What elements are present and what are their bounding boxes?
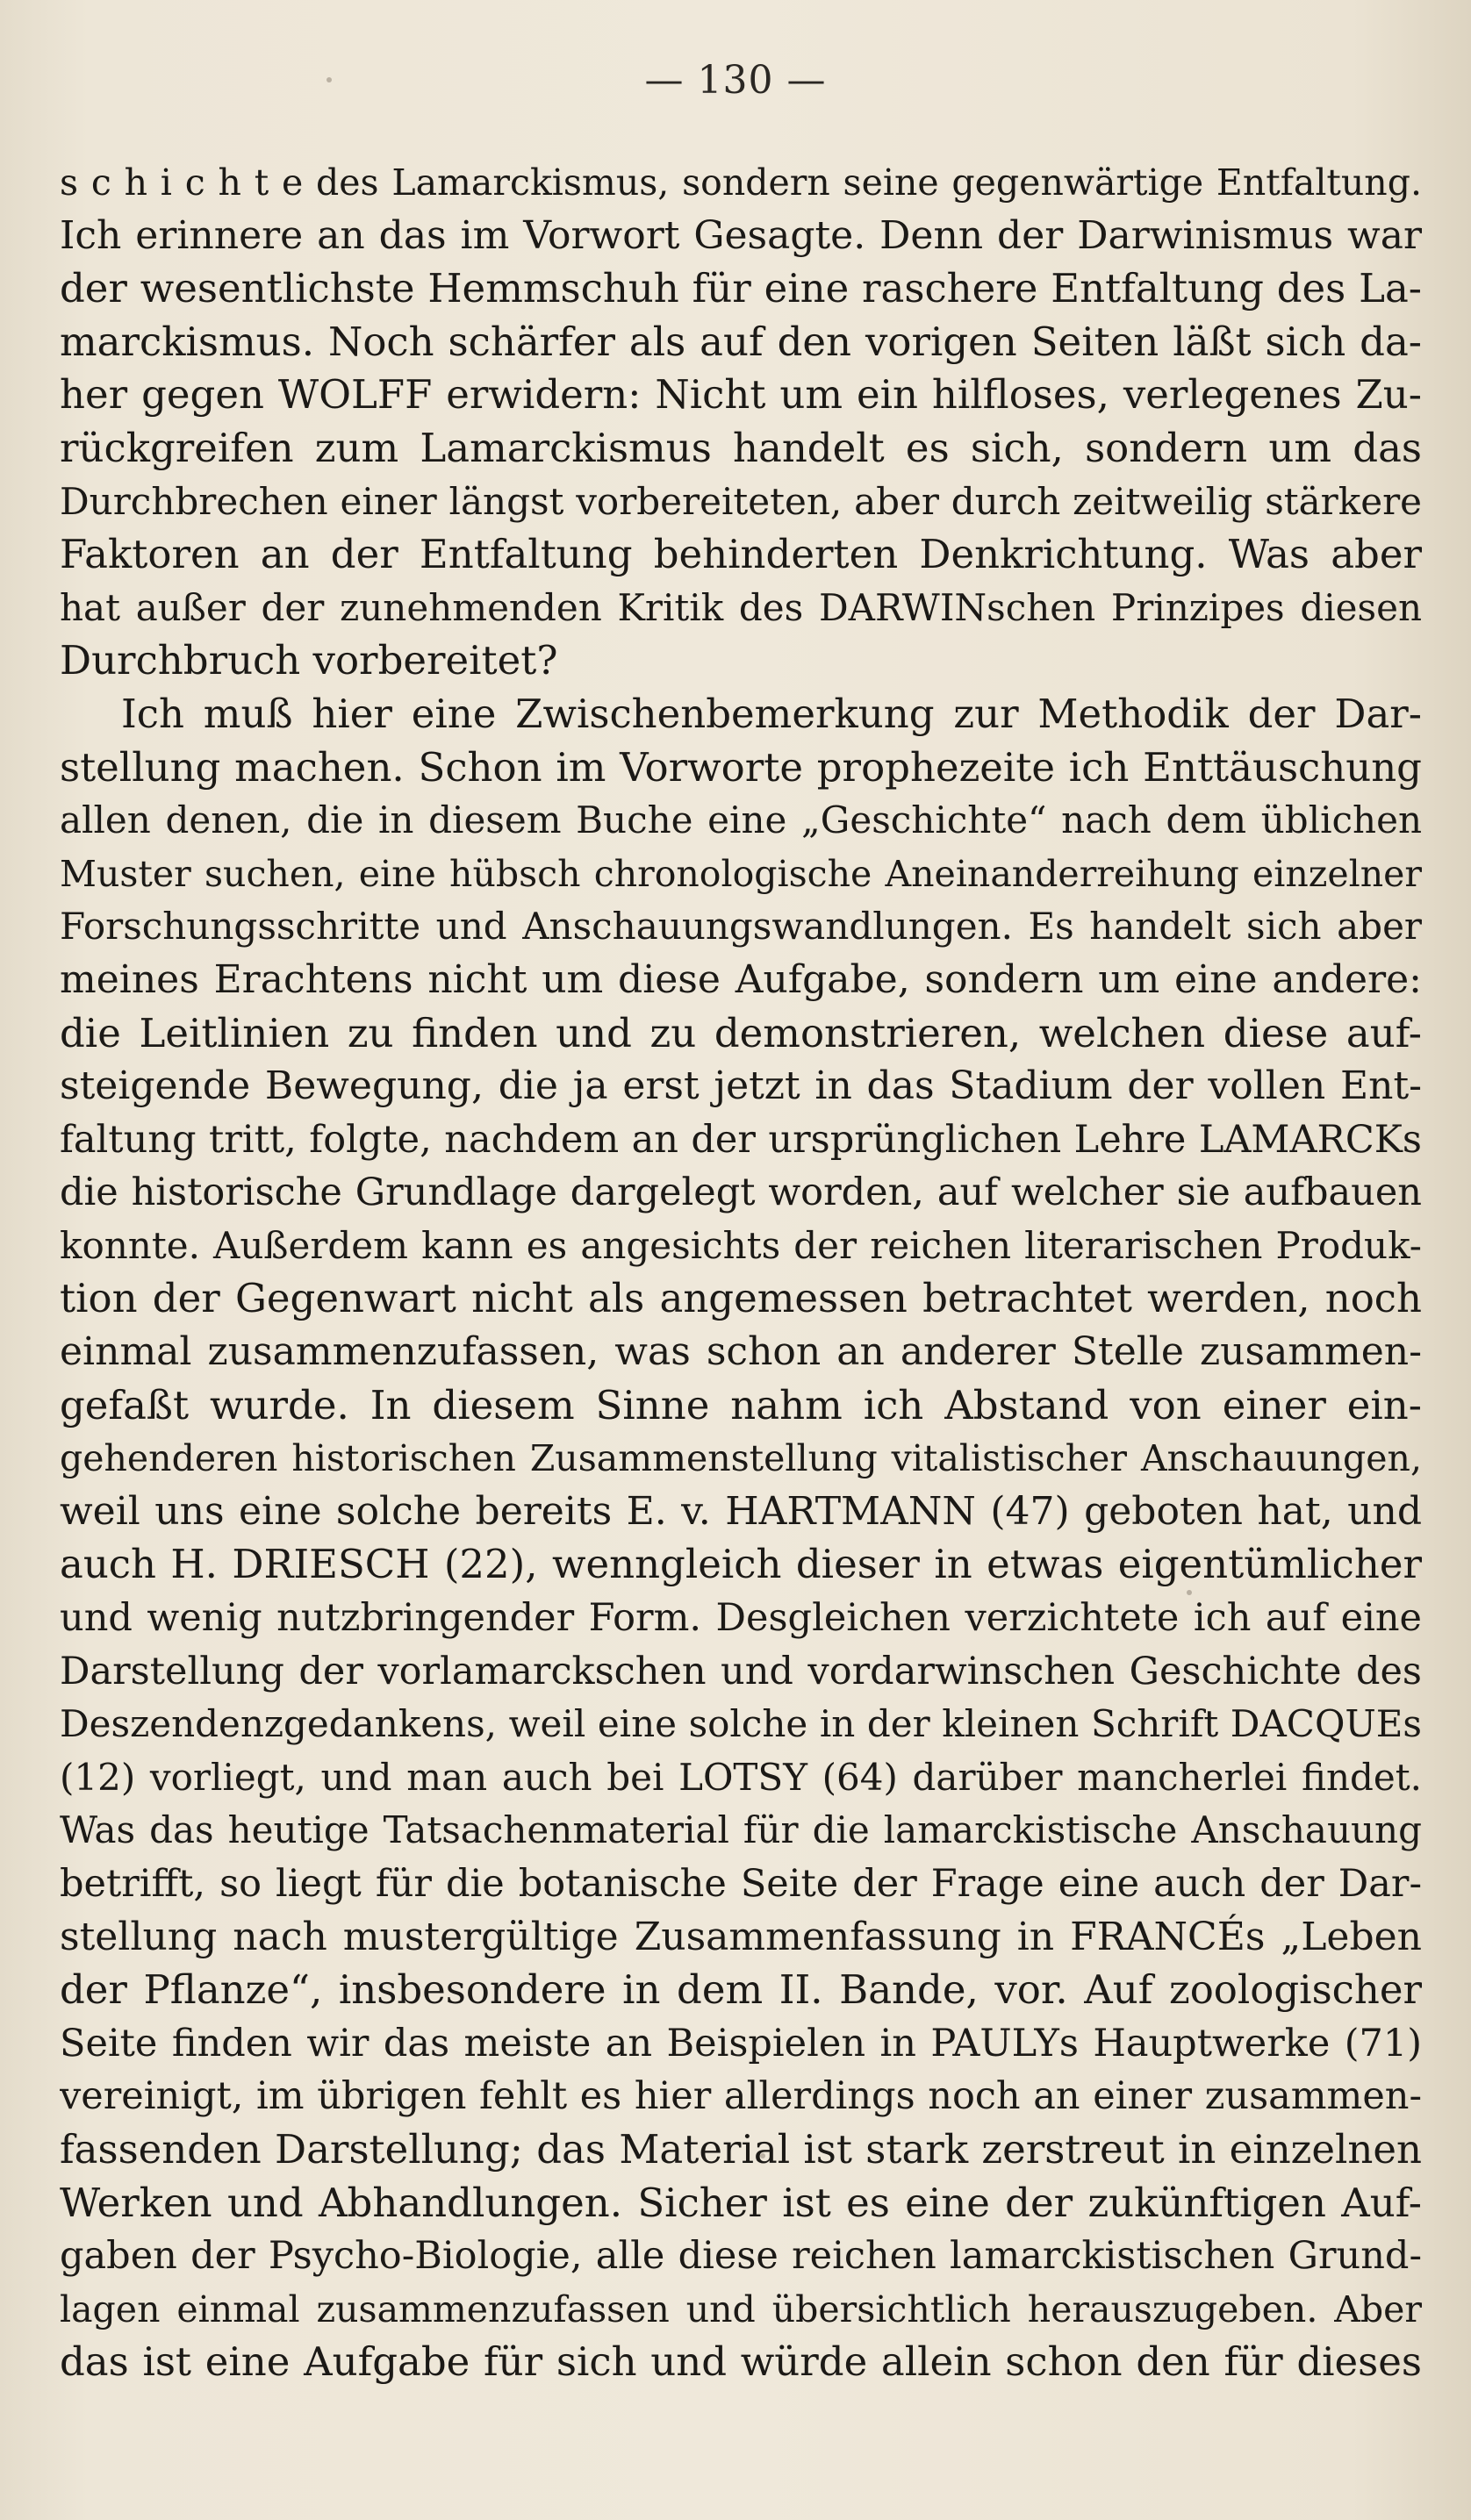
text-line: die historische Grundlage dargelegt worden, auf welcher sie aufbauen: [60, 1171, 1422, 1215]
text-line: Forschungsschritte und Anschauungswandlungen. Es handelt sich aber: [60, 905, 1422, 949]
text-line: Darstellung der vorlamarckschen und vordarwinschen Geschichte des: [60, 1649, 1422, 1693]
text-line: stellung machen. Schon im Vorworte prophezeite ich Enttäuschung: [60, 743, 1422, 791]
page-number: — 130 —: [644, 58, 827, 103]
text-line: auch H. DRIESCH (22), wenngleich dieser in etwas eigentümlicher: [60, 1541, 1422, 1588]
text-line: faltung tritt, folgte, nachdem an der ursprünglichen Lehre LAMARCKs: [60, 1117, 1422, 1162]
text-line: tion der Gegenwart nicht als angemessen betrachtet werden, noch: [60, 1275, 1422, 1322]
paragraph-last-line: Durchbruch vorbereitet?: [60, 637, 558, 684]
paper-speck: [1187, 1590, 1192, 1595]
text-line: einmal zusammenzufassen, was schon an anderer Stelle zusammen-: [60, 1329, 1422, 1375]
paper-speck: [326, 77, 332, 82]
text-line: betrifft, so liegt für die botanische Seite der Frage eine auch der Dar-: [60, 1862, 1422, 1906]
text-line: Werken und Abhandlungen. Sicher ist es eine der zukünftigen Auf-: [60, 2179, 1422, 2226]
text-line: Seite finden wir das meiste an Beispielen in PAULYs Hauptwerke (71): [60, 2021, 1422, 2065]
text-line: gaben der Psycho-Biologie, alle diese reichen lamarckistischen Grund-: [60, 2234, 1422, 2279]
text-line: (12) vorliegt, und man auch bei LOTSY (64) darüber mancherlei findet.: [60, 1755, 1422, 1799]
text-line: Deszendenzgedankens, weil eine solche in der kleinen Schrift DACQUEs: [60, 1702, 1422, 1746]
text-line: die Leitlinien zu finden und zu demonstrieren, welchen diese auf-: [60, 1009, 1422, 1056]
text-line: stellung nach mustergültige Zusammenfassung in FRANCÉs „Leben: [60, 1914, 1422, 1959]
text-line: Ich erinnere an das im Vorwort Gesagte. Denn der Darwinismus war: [60, 212, 1422, 258]
text-line: der wesentlichste Hemmschuh für eine raschere Entfaltung des La-: [60, 265, 1422, 312]
text-line: gefaßt wurde. In diesem Sinne nahm ich Abstand von einer ein-: [60, 1381, 1422, 1428]
text-line: der Pflanze“, insbesondere in dem II. Bande, vor. Auf zoologischer: [60, 1966, 1422, 2014]
text-line: meines Erachtens nicht um diese Aufgabe, sondern um eine andere:: [60, 956, 1422, 1002]
body-text: [60, 156, 1422, 2389]
text-line: vereinigt, im übrigen fehlt es hier allerdings noch an einer zusammen-: [60, 2074, 1422, 2119]
text-line: weil uns eine solche bereits E. v. HARTMANN (47) geboten hat, und: [60, 1488, 1422, 1534]
text-line: Faktoren an der Entfaltung behinderten Denkrichtung. Was aber: [60, 531, 1422, 578]
text-line: und wenig nutzbringender Form. Desgleichen verzichtete ich auf eine: [60, 1596, 1422, 1641]
text-line: allen denen, die in diesem Buche eine „Geschichte“ nach dem üblichen: [60, 798, 1422, 842]
text-line: konnte. Außerdem kann es angesichts der reichen literarischen Produk-: [60, 1223, 1422, 1267]
text-line: her gegen WOLFF erwidern: Nicht um ein hilfloses, verlegenes Zu-: [60, 371, 1422, 419]
text-line: gehenderen historischen Zusammenstellung vitalistischer Anschauungen,: [60, 1437, 1422, 1480]
text-line: s c h i c h t e des Lamarckismus, sondern seine gegenwärtige Entfaltung.: [60, 161, 1422, 204]
text-line: steigende Bewegung, die ja erst jetzt in das Stadium der vollen Ent-: [60, 1063, 1422, 1109]
text-line: hat außer der zunehmenden Kritik des DARWINschen Prinzipes diesen: [60, 585, 1422, 629]
text-line: marckismus. Noch schärfer als auf den vorigen Seiten läßt sich da-: [60, 318, 1422, 365]
text-line: Muster suchen, eine hübsch chronologische Aneinanderreihung einzelner: [60, 852, 1422, 895]
paragraph-first-line: Ich muß hier eine Zwischenbemerkung zur Methodik der Dar-: [121, 690, 1422, 737]
text-line: Was das heutige Tatsachenmaterial für die lamarckistische Anschauung: [60, 1808, 1422, 1852]
text-line: rückgreifen zum Lamarckismus handelt es sich, sondern um das: [60, 424, 1422, 471]
text-line: das ist eine Aufgabe für sich und würde allein schon den für dieses: [60, 2338, 1422, 2386]
text-line: Durchbrechen einer längst vorbereiteten, aber durch zeitweilig stärkere: [60, 479, 1422, 523]
text-line: lagen einmal zusammenzufassen und übersichtlich herauszugeben. Aber: [60, 2287, 1422, 2330]
text-line: fassenden Darstellung; das Material ist stark zerstreut in einzelnen: [60, 2125, 1422, 2173]
paper-speck: [760, 2153, 765, 2158]
